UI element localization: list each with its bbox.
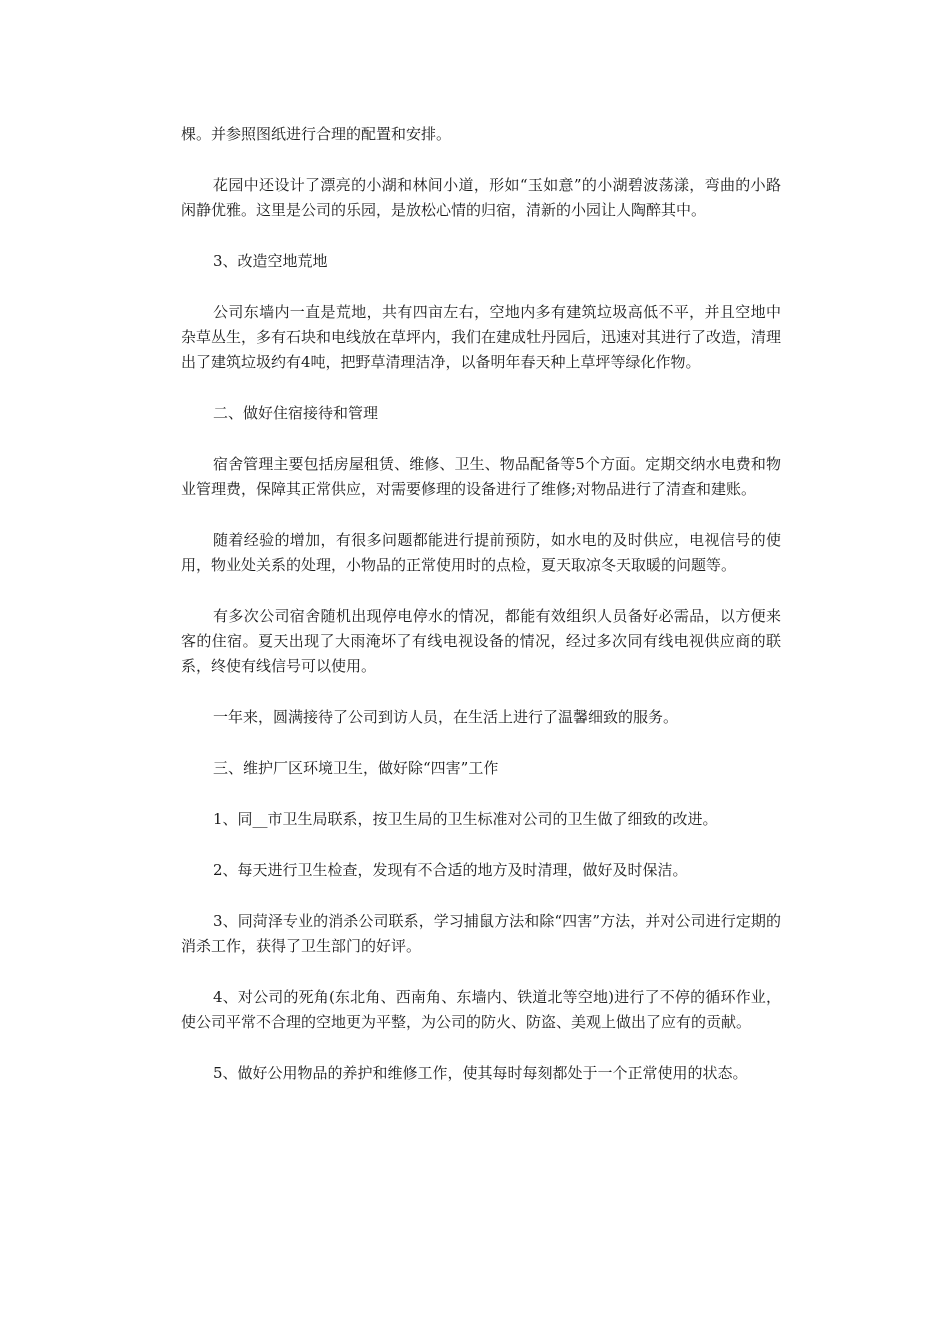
list-item-5: 5、做好公用物品的养护和维修工作，使其每时每刻都处于一个正常使用的状态。: [213, 1064, 748, 1082]
paragraph-4: 公司东墙内一直是荒地，共有四亩左右，空地内多有建筑垃圾高低不平，并且空地中杂草丛生，多有石块和电线放在草坪内，我们在建成牡丹园后，迅速对其进行了改造，清理出了建筑垃圾约有4吨，把野草清理洁净，以备明年春天种上草坪等绿化作物。: [181, 303, 782, 371]
paragraph-8: 有多次公司宿舍随机出现停电停水的情况，都能有效组织人员备好必需品，以方便来客的住宿。夏天出现了大雨淹坏了有线电视设备的情况，经过多次同有线电视供应商的联系，终使有线信号可以使用。: [181, 607, 781, 675]
paragraph-9: 一年来，圆满接待了公司到访人员，在生活上进行了温馨细致的服务。: [213, 708, 679, 726]
list-item-4: 4、对公司的死角(东北角、西南角、东墙内、铁道北等空地)进行了不停的循环作业，使公司平常不合理的空地更为平整，为公司的防火、防盗、美观上做出了应有的贡献。: [181, 988, 781, 1031]
paragraph-2: 花园中还设计了漂亮的小湖和林间小道，形如“玉如意”的小湖碧波荡漾，弯曲的小路闲静优雅。这里是公司的乐园，是放松心情的归宿，清新的小园让人陶醉其中。: [181, 176, 781, 219]
list-item-2: 2、每天进行卫生检查，发现有不合适的地方及时清理，做好及时保洁。: [213, 861, 688, 879]
list-item-1: 1、同__市卫生局联系，按卫生局的卫生标准对公司的卫生做了细致的改进。: [213, 810, 718, 828]
section-heading-3: 3、改造空地荒地: [213, 252, 328, 270]
document-body: [181, 122, 781, 1112]
paragraph-6: 宿舍管理主要包括房屋租赁、维修、卫生、物品配备等5个方面。定期交纳水电费和物业管理费，保障其正常供应，对需要修理的设备进行了维修;对物品进行了清查和建账。: [181, 455, 781, 498]
paragraph-1: 棵。并参照图纸进行合理的配置和安排。: [181, 125, 452, 143]
section-heading-three: 三、维护厂区环境卫生，做好除“四害”工作: [213, 759, 499, 777]
paragraph-7: 随着经验的增加，有很多问题都能进行提前预防，如水电的及时供应，电视信号的使用，物业处关系的处理，小物品的正常使用时的点检，夏天取凉冬天取暖的问题等。: [181, 531, 781, 574]
section-heading-2: 二、做好住宿接待和管理: [213, 404, 379, 422]
list-item-3: 3、同菏泽专业的消杀公司联系，学习捕鼠方法和除“四害”方法，并对公司进行定期的消杀工作，获得了卫生部门的好评。: [181, 912, 781, 955]
